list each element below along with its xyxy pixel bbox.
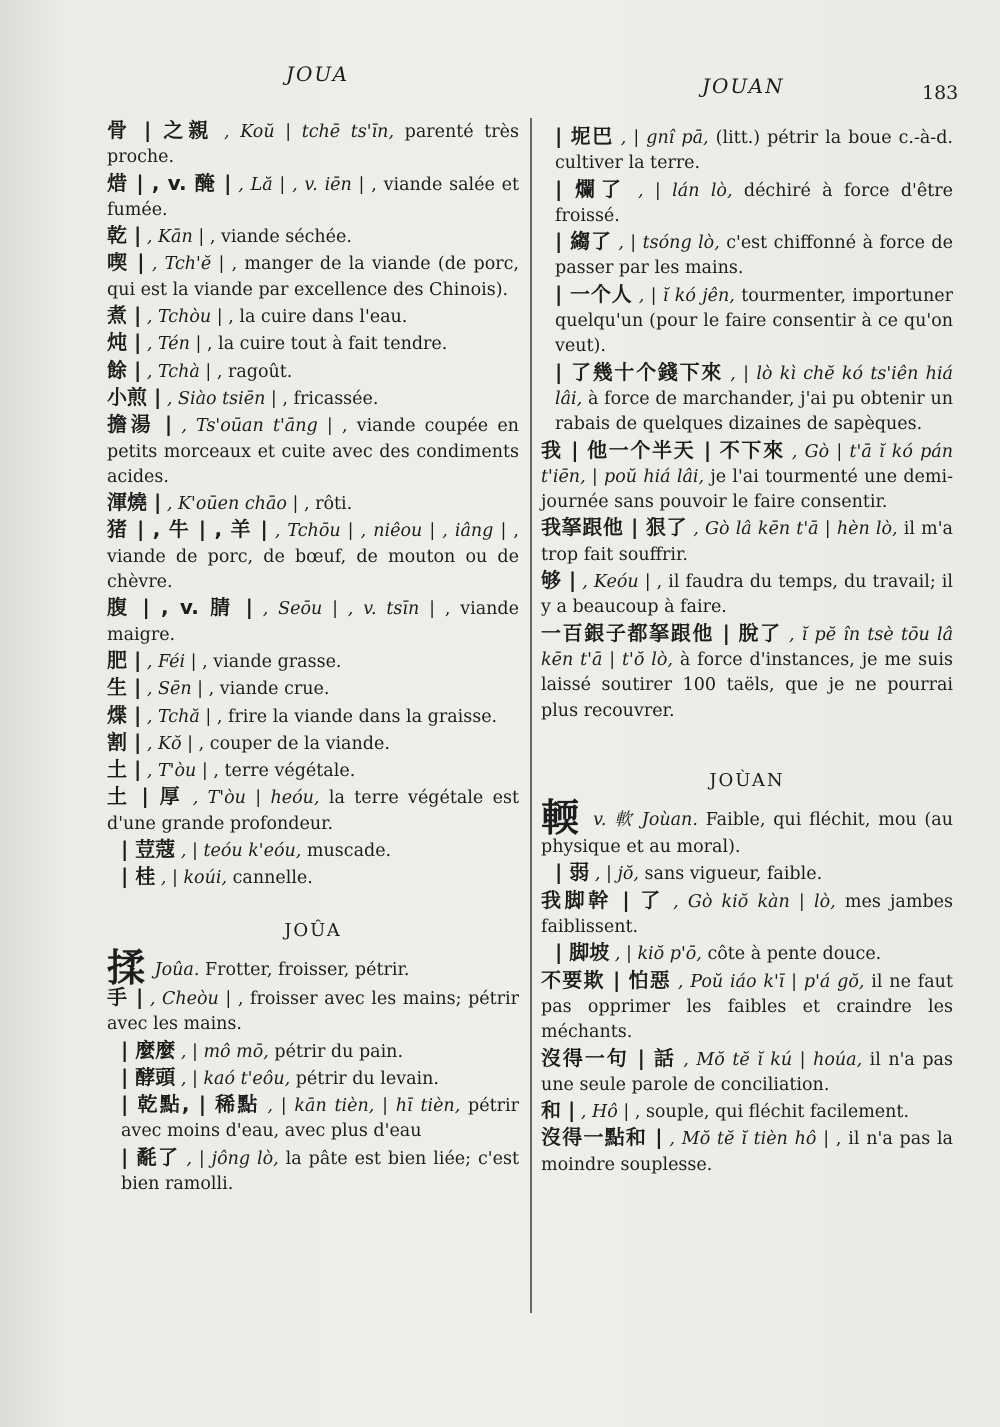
- entry-romanization: , ĭ pĕ în tsè tōu lâ kēn t'ā | t'ŏ lò,: [541, 624, 954, 670]
- entry-chinese: 我 | 他一个半天 | 不下來: [541, 437, 785, 462]
- entry-definition: il m'a trop fait souffrir.: [541, 519, 953, 565]
- entry-chinese: | 脚坡: [555, 940, 610, 965]
- headword-romanization: Joûa.: [154, 959, 200, 980]
- entry-chinese: 焟 | , v. 醃 |: [107, 170, 232, 195]
- entry-chinese: | 桂: [121, 864, 156, 889]
- left-entry-list-2: [107, 985, 519, 1197]
- entry-chinese: | 坭巴: [555, 124, 614, 148]
- dictionary-entry: [107, 1145, 519, 1198]
- entry-chinese: 不要欺 | 怕惡: [541, 967, 672, 992]
- entry-chinese: | 一个人: [555, 281, 633, 306]
- entry-chinese: 生 |: [107, 675, 142, 700]
- entry-definition: , terre végétale.: [213, 761, 356, 782]
- dictionary-entry: [107, 730, 519, 757]
- entry-romanization: , Sēn |: [146, 679, 204, 700]
- entry-definition: déchiré à force d'être froissé.: [555, 180, 953, 226]
- entry-chinese: 餘 |: [107, 357, 142, 382]
- entry-romanization: , Tch'ĕ |: [151, 254, 225, 275]
- entry-chinese: 肥 |: [107, 647, 142, 672]
- entry-romanization: , Kān |: [146, 227, 205, 248]
- entry-chinese: 喫 |: [107, 250, 145, 275]
- entry-chinese: 土 |: [107, 757, 142, 782]
- entry-romanization: , | jông lò,: [186, 1148, 279, 1169]
- dictionary-entry: [107, 250, 519, 303]
- dictionary-entry: [107, 1092, 519, 1145]
- entry-romanization: , Mŏ tĕ ĭ tièn hô |: [669, 1129, 830, 1150]
- entry-definition: je l'ai tourmenté une demi-journée sans pouvoir le faire consentir.: [541, 466, 953, 513]
- entry-romanization: , Poŭ iáo k'ī | p'á gŏ,: [677, 971, 865, 992]
- entry-definition: la terre végétale est d'une grande profondeur.: [107, 788, 519, 834]
- entry-romanization: , Lă | , v. iēn |: [238, 174, 365, 195]
- headword-definition: Faible, qui fléchit, mou (au physique et au moral).: [541, 810, 953, 858]
- entry-romanization: , | lò kì chĕ kó ts'iên hiá lâi,: [555, 363, 953, 409]
- dictionary-entry: [107, 703, 519, 730]
- entry-romanization: , Féi |: [146, 651, 197, 672]
- entry-chinese: 我脚幹 | 了: [541, 887, 664, 912]
- dictionary-entry: [107, 784, 519, 837]
- dictionary-entry: [107, 118, 519, 171]
- entry-definition: cannelle.: [232, 868, 313, 889]
- entry-chinese: | 縐了: [555, 229, 612, 254]
- entry-chinese: 我拏跟他 | 狠了: [541, 515, 688, 540]
- entry-definition: , viande crue.: [208, 679, 330, 700]
- entry-chinese: | 荳蔻: [121, 837, 176, 862]
- headword-romanization: v. 軟 Joùan.: [593, 810, 698, 831]
- entry-chinese: 沒得一點和 |: [541, 1125, 663, 1150]
- entry-definition: , couper de la viande.: [198, 733, 390, 754]
- entry-definition: , frire la viande dans la graisse.: [216, 706, 498, 727]
- dictionary-entry: [541, 968, 953, 1046]
- entry-romanization: , | gnî pā,: [620, 128, 709, 148]
- entry-chinese: | 氄了: [121, 1144, 180, 1169]
- dictionary-entry: [107, 1038, 519, 1065]
- entry-definition: parenté très proche.: [107, 122, 519, 168]
- dictionary-entry: [541, 888, 953, 941]
- entry-romanization: , Koŭ | tchē ts'īn,: [224, 122, 395, 142]
- dictionary-entry: [541, 229, 953, 282]
- entry-chinese: 和 |: [541, 1098, 576, 1123]
- entry-definition: mes jambes faiblissent.: [541, 891, 953, 938]
- headword-char: 揉: [107, 945, 146, 990]
- dictionary-entry: [107, 517, 519, 595]
- entry-chinese: 一百銀子都拏跟他 | 脫了: [541, 620, 782, 645]
- dictionary-entry: [541, 360, 953, 438]
- entry-chinese: 渾燒 |: [107, 490, 162, 515]
- dictionary-entry: [107, 595, 519, 648]
- entry-romanization: , Keóu |: [582, 572, 651, 593]
- dictionary-entry: [107, 171, 519, 224]
- dictionary-entry: [107, 1065, 519, 1092]
- entry-definition: , il faudra du temps, du travail; il y a beaucoup à faire.: [541, 572, 953, 618]
- entry-definition: il n'a pas une seule parole de conciliation.: [541, 1049, 953, 1095]
- dictionary-entry: [107, 412, 519, 490]
- entry-romanization: , Ts'oūan t'āng |: [181, 416, 333, 437]
- entry-chinese: | 了幾十个錢下來: [555, 359, 724, 384]
- dictionary-entry: [107, 490, 519, 517]
- dictionary-entry: [107, 385, 519, 412]
- entry-chinese: 乾 |: [107, 223, 142, 248]
- entry-definition: à force d'instances, je me suis laissé soutirer 100 taëls, que je ne pourrai plus recouvrer.: [541, 649, 953, 721]
- entry-chinese: 煠 |: [107, 702, 142, 727]
- entry-chinese: 手 |: [107, 984, 144, 1009]
- headword-definition: Frotter, froisser, pétrir.: [205, 959, 410, 980]
- running-header-left: JOUA: [286, 62, 350, 86]
- dictionary-entry: [107, 837, 519, 864]
- entry-definition: , viande grasse.: [202, 651, 342, 672]
- entry-definition: , souple, qui fléchit facilement.: [634, 1102, 910, 1123]
- headword-char: 輭: [541, 796, 582, 841]
- entry-chinese: | 麼麼: [121, 1037, 176, 1062]
- entry-definition: muscade.: [306, 841, 392, 862]
- entry-romanization: , Gò | t'ā ĭ kó pán t'iēn, | poŭ hiá lâi,: [541, 441, 953, 487]
- dictionary-entry: [541, 1046, 953, 1099]
- entry-romanization: , Tchòu |: [146, 307, 223, 328]
- entry-romanization: , | kaó t'eôu,: [180, 1068, 291, 1089]
- entry-definition: , il n'a pas la moindre souplesse.: [541, 1129, 953, 1175]
- dictionary-entry: [541, 1125, 953, 1178]
- entry-romanization: , Tchōu | , niêou | , iâng |: [274, 521, 507, 542]
- entry-definition: il ne faut pas opprimer les faibles et craindre les méchants.: [541, 971, 953, 1043]
- entry-definition: pétrir du pain.: [274, 1041, 404, 1062]
- right-entry-list-2: [541, 860, 953, 1178]
- entry-romanization: , T'òu |: [146, 761, 208, 782]
- dictionary-entry: [541, 124, 953, 177]
- entry-romanization: , | ĭ kó jên,: [638, 285, 735, 306]
- section-heading-joua: JOÛA: [284, 919, 342, 941]
- dictionary-entry: [107, 648, 519, 675]
- entry-definition: tourmenter, importuner quelqu'un (pour le faire consentir à ce qu'on veut).: [555, 285, 953, 357]
- section-head-entry-jouan: [541, 796, 953, 860]
- entry-definition: , viande maigre.: [107, 599, 519, 645]
- entry-chinese: 炖 |: [107, 330, 142, 355]
- dictionary-entry: [541, 282, 953, 360]
- entry-chinese: | 乾點, | 稀點: [121, 1092, 260, 1117]
- entry-chinese: 割 |: [107, 729, 142, 754]
- entry-romanization: , Tchà |: [146, 361, 212, 382]
- entry-romanization: , | kiŏ p'ō,: [614, 944, 702, 965]
- dictionary-entry: [541, 438, 953, 516]
- entry-definition: côte à pente douce.: [707, 944, 882, 965]
- right-entry-list: [541, 124, 953, 724]
- entry-romanization: , | koúi,: [160, 868, 228, 889]
- entry-definition: la pâte est bien liée; c'est bien ramolli.: [121, 1148, 519, 1194]
- entry-definition: , ragoût.: [216, 361, 293, 382]
- dictionary-entry: [541, 515, 953, 568]
- dictionary-entry: [541, 1098, 953, 1125]
- entry-definition: , rôti.: [303, 494, 353, 515]
- entry-definition: , la cuire tout à fait tendre.: [206, 334, 448, 355]
- entry-romanization: , Gò kiŏ kàn | lò,: [673, 891, 836, 912]
- dictionary-entry: [107, 675, 519, 702]
- entry-romanization: , Kŏ |: [146, 733, 194, 754]
- entry-chinese: 土 | 厚: [107, 784, 184, 809]
- section-head-entry-joua: [107, 945, 519, 990]
- entry-definition: à force de marchander, j'ai pu obtenir un rabais de quelques dizaines de sapèques.: [555, 388, 953, 435]
- dictionary-entry: [107, 985, 519, 1038]
- entry-definition: (litt.) pétrir la boue c.-à-d. cultiver la terre.: [555, 128, 953, 174]
- entry-romanization: , Tchă |: [146, 706, 212, 727]
- entry-chinese: 够 |: [541, 568, 577, 593]
- entry-romanization: , | tsóng lò,: [618, 233, 720, 254]
- dictionary-entry: [107, 358, 519, 385]
- dictionary-entry: [107, 757, 519, 784]
- right-column: [541, 124, 953, 1178]
- entry-definition: , viande salée et fumée.: [107, 174, 519, 220]
- entry-romanization: , | jŏ,: [594, 864, 639, 885]
- entry-definition: sans vigueur, faible.: [644, 864, 823, 885]
- left-entry-list: [107, 118, 519, 892]
- dictionary-entry: [107, 303, 519, 330]
- entry-definition: , manger de la viande (de porc, qui est la viande par excellence des Chinois).: [107, 254, 519, 300]
- entry-chinese: 腹 | , v. 腈 |: [107, 595, 253, 620]
- column-divider: [530, 118, 532, 1313]
- entry-romanization: , Cheòu |: [149, 988, 232, 1009]
- entry-chinese: 猪 | , 牛 | , 羊 |: [107, 517, 268, 542]
- entry-romanization: , | teóu k'eóu,: [180, 841, 302, 862]
- entry-romanization: , Mŏ tĕ ĭ kú | hoúa,: [683, 1049, 863, 1070]
- left-column: [107, 118, 519, 1197]
- entry-romanization: , | mô mō,: [180, 1041, 269, 1062]
- entry-definition: , la cuire dans l'eau.: [228, 307, 408, 328]
- entry-romanization: , Gò lâ kēn t'ā | hèn lò,: [693, 519, 898, 540]
- entry-chinese: | 酵頭: [121, 1064, 176, 1089]
- entry-definition: pétrir du levain.: [295, 1068, 439, 1089]
- entry-definition: , viande coupée en petits morceaux et cuite avec des condiments acides.: [107, 416, 519, 487]
- dictionary-entry: [107, 330, 519, 357]
- entry-romanization: , K'oūen chāo |: [166, 494, 299, 515]
- entry-definition: , fricassée.: [282, 388, 379, 409]
- entry-definition: pétrir avec moins d'eau, avec plus d'eau: [121, 1096, 519, 1142]
- dictionary-entry: [541, 568, 953, 621]
- entry-definition: , viande de porc, de bœuf, de mouton ou de chèvre.: [107, 521, 519, 593]
- entry-romanization: , Hô |: [580, 1102, 630, 1123]
- entry-definition: , froisser avec les mains; pétrir avec les mains.: [107, 988, 519, 1035]
- entry-definition: , viande séchée.: [209, 227, 352, 248]
- entry-chinese: | 爛了: [555, 176, 627, 201]
- entry-romanization: , Seōu | , v. tsīn |: [262, 599, 436, 620]
- dictionary-entry: [107, 223, 519, 250]
- entry-romanization: , T'òu | heóu,: [192, 788, 320, 809]
- section-heading-jouan: JOÙAN: [709, 769, 785, 791]
- running-header-right: JOUAN: [702, 74, 785, 98]
- entry-definition: c'est chiffonné à force de passer par les mains.: [555, 233, 953, 279]
- page-number: 183: [922, 82, 959, 104]
- entry-chinese: 骨 | 之親: [107, 118, 214, 142]
- dictionary-entry: [541, 177, 953, 230]
- entry-romanization: , | lán lò,: [638, 180, 733, 201]
- entry-romanization: , Siào tsiēn |: [166, 388, 277, 409]
- entry-chinese: 擔湯 |: [107, 412, 173, 437]
- entry-romanization: , | kān tièn, | hī tièn,: [267, 1096, 461, 1117]
- dictionary-entry: [107, 864, 519, 891]
- entry-chinese: 沒得一句 | 話: [541, 1045, 676, 1070]
- entry-chinese: 煮 |: [107, 303, 142, 328]
- entry-chinese: 小煎 |: [107, 384, 162, 409]
- entry-chinese: | 弱: [555, 860, 590, 885]
- dictionary-entry: [541, 860, 953, 887]
- dictionary-entry: [541, 940, 953, 967]
- dictionary-entry: [541, 621, 953, 724]
- entry-romanization: , Tén |: [146, 334, 202, 355]
